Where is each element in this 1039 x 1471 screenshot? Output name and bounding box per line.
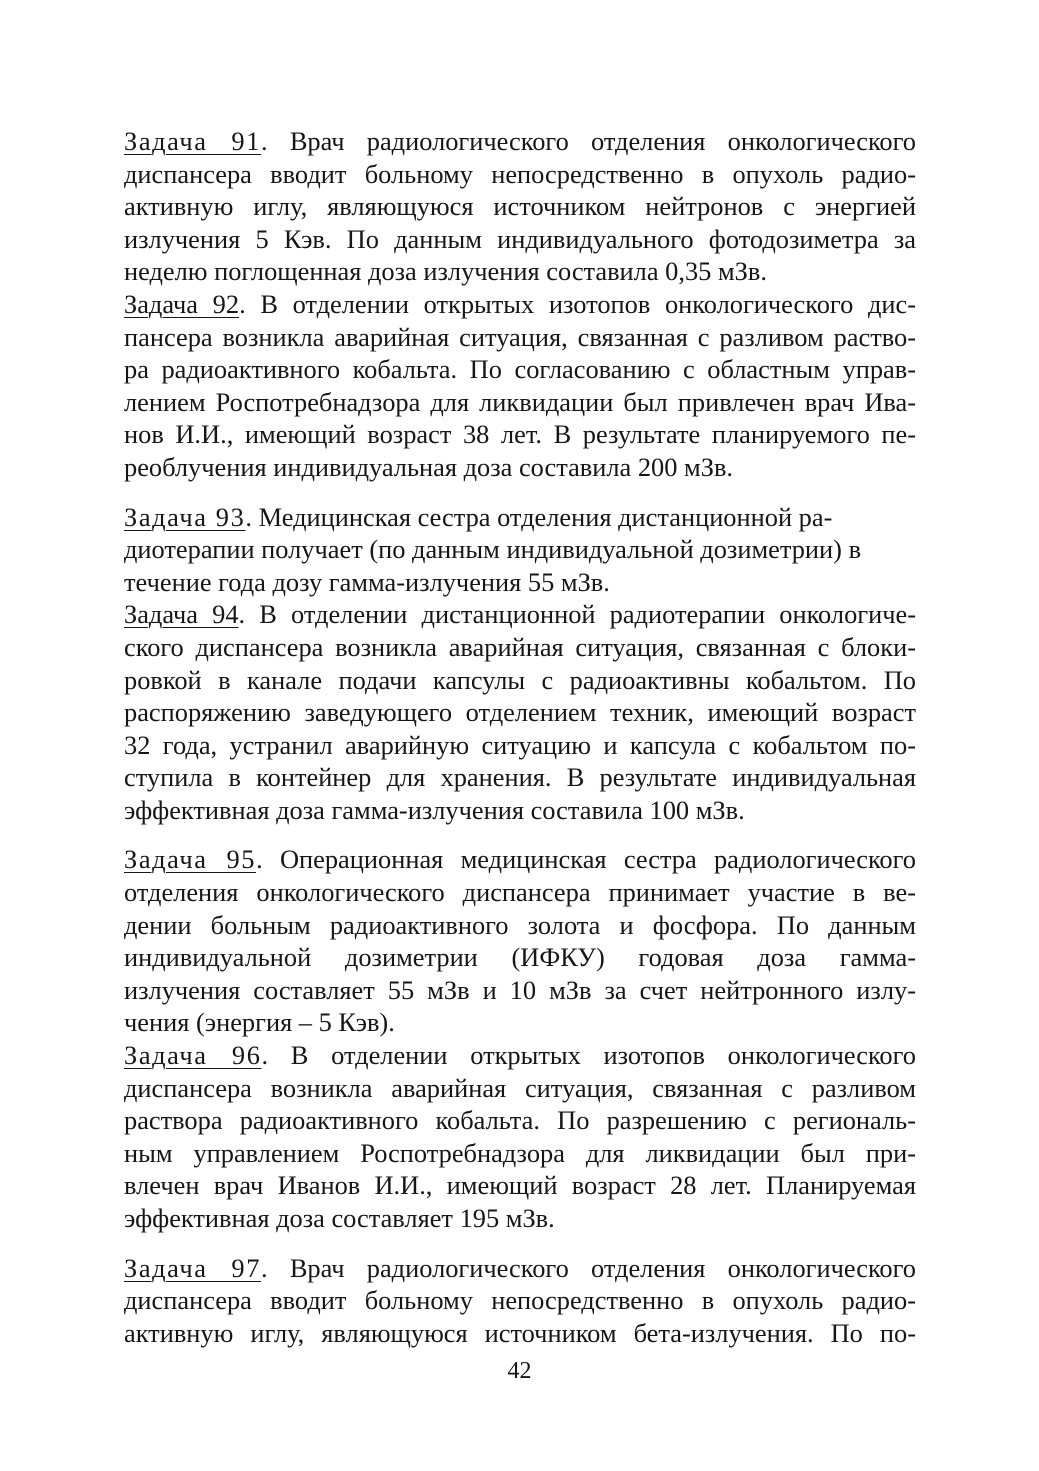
task-label: Задача 97 [124, 1252, 262, 1283]
task-line: эффективная доза гамма-излучения составила 100 мЗв. [124, 794, 745, 825]
task-line: 32 года, устранил аварийную ситуацию и капсула с кобальтом по- [124, 729, 916, 760]
task-line: отделения онкологического диспансера принимает участие в ве- [124, 877, 916, 908]
task-label: Задача 91 [124, 126, 262, 156]
task-line: чения (энергия – 5 Кэв). [124, 1007, 395, 1038]
task-line: распоряжению заведующего отделением техник, имеющий возраст [124, 697, 916, 728]
task-93 [124, 501, 916, 599]
task-line: ра радиоактивного кобальта. По согласованию с областным управ- [124, 354, 916, 385]
page-number: 42 [507, 1358, 532, 1384]
task-line: эффективная доза составляет 195 мЗв. [124, 1203, 555, 1233]
task-line: Задача 95. Операционная медицинская сестра радиологического [124, 844, 916, 875]
task-line: ского диспансера возникла аварийная ситуация, связанная с блоки- [124, 631, 916, 662]
task-label: Задача 93 [124, 501, 246, 532]
task-line: диспансера возникла аварийная ситуация, связанная с разливом [124, 1072, 916, 1103]
task-line: неделю поглощенная доза излучения составила 0,35 мЗв. [124, 256, 767, 287]
task-91 [124, 125, 916, 288]
task-92 [124, 288, 916, 484]
paragraph-gap [124, 826, 916, 843]
task-label: Задача 92 [124, 288, 240, 319]
task-line: реоблучения индивидуальная доза составила 200 мЗв. [124, 451, 734, 482]
task-96 [124, 1039, 916, 1235]
task-line: излучения 5 Кэв. По данным индивидуального фотодозиметра за [124, 223, 916, 254]
task-line: ровкой в канале подачи капсулы с радиоактивны кобальтом. По [124, 664, 916, 695]
task-line: Задача 97. Врач радиологического отделения онкологического [124, 1252, 916, 1283]
task-label: Задача 95 [124, 844, 257, 875]
task-line: излучения составляет 55 мЗв и 10 мЗв за счет нейтронного излу- [124, 974, 916, 1005]
task-line: нов И.И., имеющий возраст 38 лет. В результате планируемого пе- [124, 419, 916, 450]
task-line: ступила в контейнер для хранения. В результате индивидуальная [124, 762, 916, 793]
task-line: активную иглу, являющуюся источником нейтронов с энергией [124, 191, 916, 222]
task-line: Задача 94. В отделении дистанционной радиотерапии онкологиче- [124, 599, 916, 630]
task-line: лением Роспотребнадзора для ликвидации был привлечен врач Ива- [124, 386, 916, 417]
task-line: Задача 96. В отделении открытых изотопов онкологического [124, 1040, 916, 1071]
task-line: раствора радиоактивного кобальта. По разрешению с региональ- [124, 1105, 916, 1136]
task-line: течение года дозу гамма-излучения 55 мЗв. [124, 566, 610, 597]
task-line: ным управлением Роспотребнадзора для ликвидации был при- [124, 1137, 916, 1168]
task-line: диспансера вводит больному непосредственно в опухоль радио- [124, 1285, 916, 1316]
task-line: диотерапии получает (по данным индивидуальной дозиметрии) в [124, 534, 862, 565]
task-line: диспансера вводит больному непосредственно в опухоль радио- [124, 158, 916, 189]
task-line: Задача 93. Медицинская сестра отделения дистанционной ра- [124, 501, 833, 532]
task-line: Задача 91. Врач радиологического отделения онкологического [124, 126, 916, 156]
task-94 [124, 598, 916, 826]
task-97 [124, 1252, 916, 1350]
task-line: пансера возникла аварийная ситуация, связанная с разливом раство- [124, 321, 916, 352]
task-label: Задача 96 [124, 1040, 262, 1071]
task-label: Задача 94 [124, 599, 239, 630]
document-page [124, 125, 916, 1349]
paragraph-gap [124, 484, 916, 501]
task-line: влечен врач Иванов И.И., имеющий возраст 28 лет. Планируемая [124, 1170, 916, 1201]
task-line: Задача 92. В отделении открытых изотопов онкологического дис- [124, 288, 917, 319]
task-line: индивидуальной дозиметрии (ИФКУ) годовая доза гамма- [124, 942, 916, 973]
paragraph-gap [124, 1235, 916, 1252]
task-95 [124, 843, 916, 1039]
task-line: дении больным радиоактивного золота и фосфора. По данным [124, 909, 916, 940]
task-line: активную иглу, являющуюся источником бета-излучения. По по- [124, 1317, 916, 1348]
